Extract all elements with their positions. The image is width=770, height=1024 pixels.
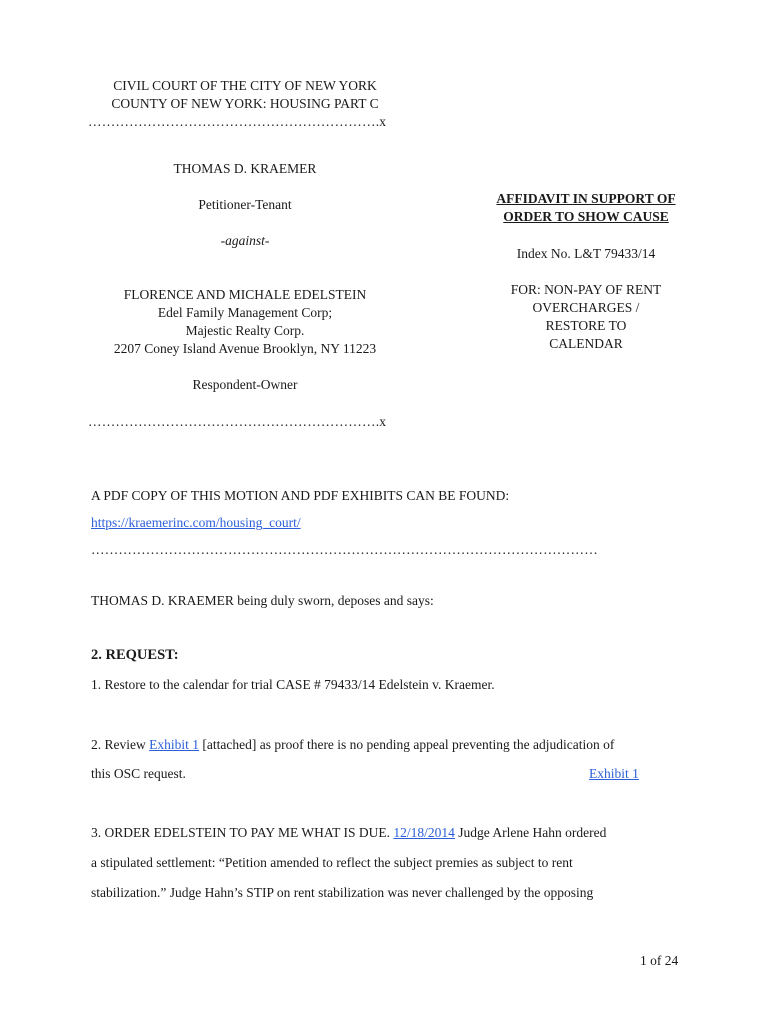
body-separator: ………………………………………………………………………………………………… [91,542,598,557]
purpose-line1: FOR: NON-PAY OF RENT [510,282,662,297]
against-label: -against- [220,233,270,248]
document-title-line1: AFFIDAVIT IN SUPPORT OF [496,191,676,206]
caption-separator-bottom: ……………………………………………………….x [88,414,387,429]
purpose-line2: OVERCHARGES / [532,300,640,315]
purpose-line4: CALENDAR [549,336,623,351]
request-item-3-line3: stabilization.” Judge Hahn’s STIP on rent stabilization was never challenged by the opposing [91,885,594,900]
item3-suffix: Judge Arlene Hahn ordered [454,825,607,840]
item3-prefix: 3. ORDER EDELSTEIN TO PAY ME WHAT IS DUE. [91,825,394,840]
purpose-line3: RESTORE TO [545,318,627,333]
page-number: 1 of 24 [640,953,679,968]
petitioner-name: THOMAS D. KRAEMER [173,161,317,176]
petitioner-role: Petitioner-Tenant [198,197,292,212]
request-item-2 [91,737,614,753]
respondent-role: Respondent-Owner [192,377,298,392]
caption-separator-top: ……………………………………………………….x [88,114,387,129]
request-item-2-line2: this OSC request. [91,766,186,781]
section-heading: 2. REQUEST: [91,647,179,663]
exhibit-1-link[interactable]: Exhibit 1 [149,737,199,752]
respondent-names: FLORENCE AND MICHALE EDELSTEIN [123,287,367,302]
exhibit-1-link-right[interactable]: Exhibit 1 [589,766,639,781]
index-number: Index No. L&T 79433/14 [516,246,656,261]
request-item-1: 1. Restore to the calendar for trial CASE # 79433/14 Edelstein v. Kraemer. [91,677,495,692]
pdf-notice: A PDF COPY OF THIS MOTION AND PDF EXHIBITS CAN BE FOUND: [91,488,510,503]
sworn-statement: THOMAS D. KRAEMER being duly sworn, deposes and says: [91,593,434,608]
pdf-link[interactable]: https://kraemerinc.com/housing_court/ [91,515,301,530]
court-name-line1: CIVIL COURT OF THE CITY OF NEW YORK [113,78,377,93]
date-link[interactable]: 12/18/2014 [393,825,455,840]
court-name-line2: COUNTY OF NEW YORK: HOUSING PART C [111,96,379,111]
item2-prefix: 2. Review [91,737,150,752]
respondent-address: 2207 Coney Island Avenue Brooklyn, NY 11223 [113,341,377,356]
request-item-3 [91,825,606,841]
document-title-line2: ORDER TO SHOW CAUSE [503,209,669,224]
request-item-3-line2: a stipulated settlement: “Petition amended to reflect the subject premies as subject to rent [91,855,573,870]
item2-suffix: [attached] as proof there is no pending appeal preventing the adjudication of [199,737,615,752]
respondent-company2: Majestic Realty Corp. [185,323,305,338]
respondent-company1: Edel Family Management Corp; [157,305,333,320]
